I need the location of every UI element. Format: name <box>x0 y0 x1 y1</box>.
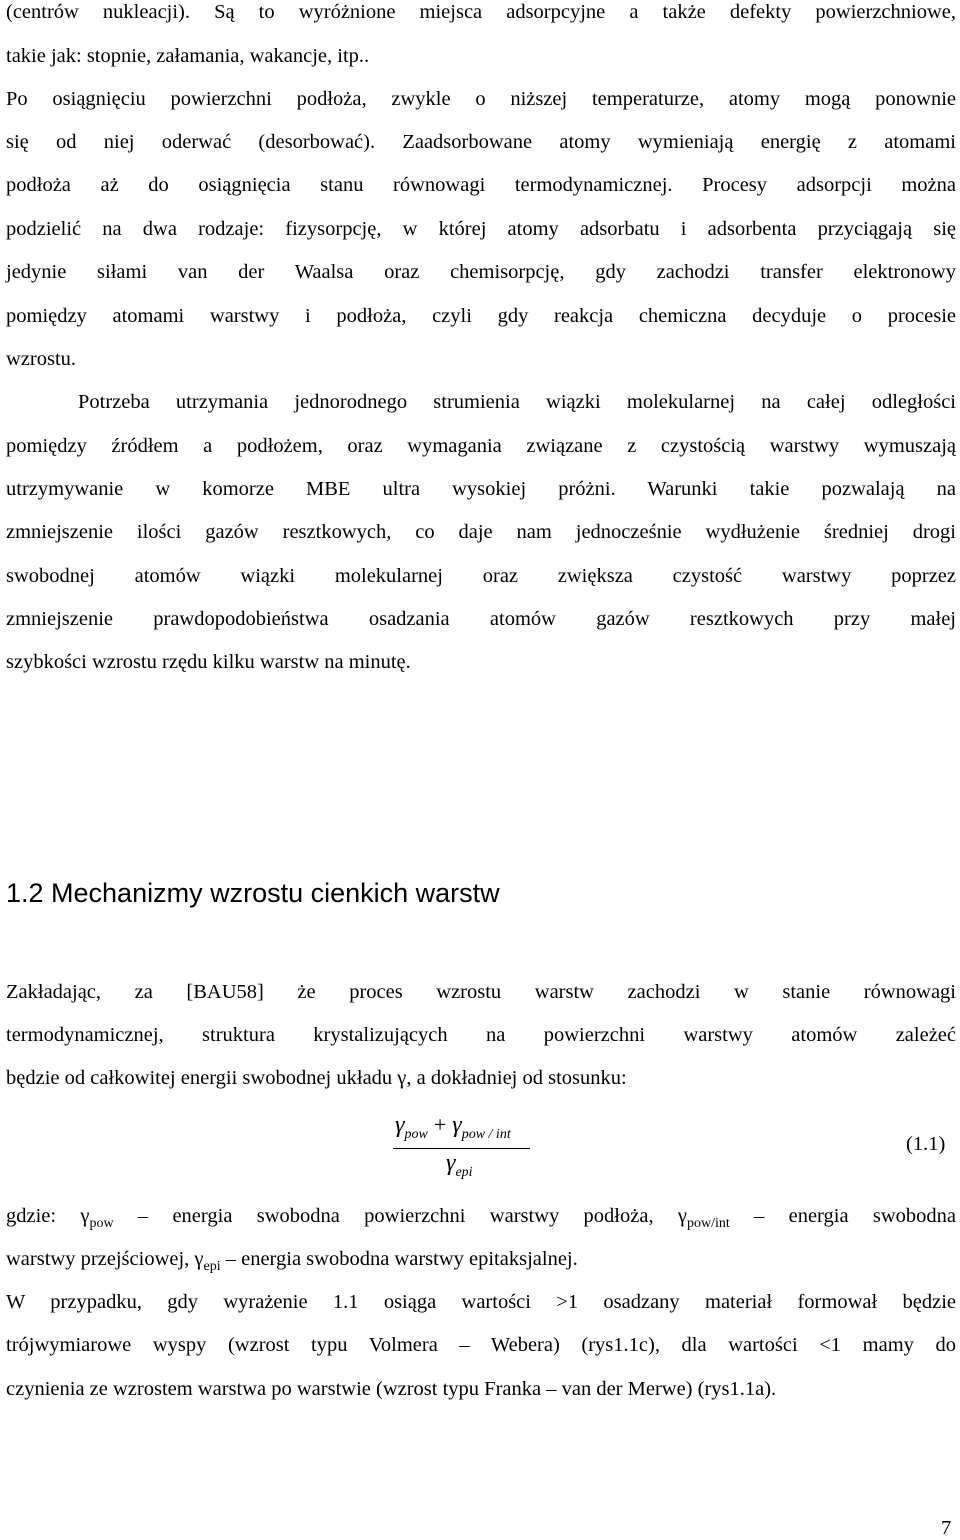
equation-number: (1.1) <box>906 1133 946 1155</box>
paragraph-3-line-5: swobodnej atomów wiązki molekularnej oraz zwiększa czystość warstwy poprzez <box>6 565 956 587</box>
definitions-text: warstwy przejściowej, γ <box>6 1248 204 1270</box>
plus-sign: + <box>433 1112 447 1137</box>
paragraph-5-line-3: czynienia ze wzrostem warstwa po warstwie (wzrost typu Franka – van der Merwe) (rys1.1a). <box>6 1378 777 1400</box>
equation-denominator <box>446 1150 473 1180</box>
paragraph-3-line-6: zmniejszenie prawdopodobieństwa osadzania atomów gazów resztkowych przy małej <box>6 608 956 630</box>
subscript-pow: pow <box>404 1127 428 1142</box>
fraction-bar <box>393 1148 530 1149</box>
section-heading: 1.2 Mechanizmy wzrostu cienkich warstw <box>6 878 500 908</box>
subscript: pow/int <box>686 1216 730 1231</box>
page-number: 7 <box>941 1517 952 1539</box>
paragraph-2-line-4: podzielić na dwa rodzaje: fizysorpcję, w której atomy adsorbatu i adsorbenta przyciągają się <box>6 218 956 240</box>
paragraph-3-line-7: szybkości wzrostu rzędu kilku warstw na minutę. <box>6 651 411 673</box>
subscript: pow <box>89 1216 114 1231</box>
paragraph-2-line-1: Po osiągnięciu powierzchni podłoża, zwykle o niższej temperaturze, atomy mogą ponownie <box>6 88 956 110</box>
equation-numerator <box>395 1112 511 1142</box>
paragraph-5-line-1: W przypadku, gdy wyrażenie 1.1 osiąga wartości >1 osadzany materiał formował będzie <box>6 1291 956 1313</box>
subscript-pow-int: pow / int <box>461 1127 511 1142</box>
paragraph-2-line-2: się od niej oderwać (desorbować). Zaadsorbowane atomy wymieniają energię z atomami <box>6 131 956 153</box>
paragraph-2-line-7: wzrostu. <box>6 348 77 370</box>
paragraph-3-line-3: utrzymywanie w komorze MBE ultra wysokiej próżni. Warunki takie pozwalają na <box>6 478 956 500</box>
paragraph-4-line-1: Zakładając, za [BAU58] że proces wzrostu warstw zachodzi w stanie równowagi <box>6 981 956 1003</box>
gamma-symbol: γ <box>452 1112 462 1138</box>
subscript: epi <box>203 1259 221 1274</box>
paragraph-1-line-1: (centrów nukleacji). Są to wyróżnione miejsca adsorpcyjne a także defekty powierzchniowe, <box>6 1 956 23</box>
paragraph-3-line-1: Potrzeba utrzymania jednorodnego strumienia wiązki molekularnej na całej odległości <box>78 391 956 413</box>
definitions-text: – energia swobodna <box>729 1205 956 1227</box>
paragraph-1-line-2: takie jak: stopnie, załamania, wakancje, itp.. <box>6 45 370 67</box>
definitions-text: – energia swobodna warstwy epitaksjalnej. <box>220 1248 578 1270</box>
paragraph-3-line-2: pomiędzy źródłem a podłożem, oraz wymagania związane z czystością warstwy wymuszają <box>6 435 956 457</box>
paragraph-2-line-5: jedynie siłami van der Waalsa oraz chemisorpcję, gdy zachodzi transfer elektronowy <box>6 261 956 283</box>
paragraph-4-line-3: będzie od całkowitej energii swobodnej układu γ, a dokładniej od stosunku: <box>6 1067 627 1089</box>
definitions-line-2 <box>6 1247 956 1274</box>
paragraph-2-line-3: podłoża aż do osiągnięcia stanu równowagi termodynamicznej. Procesy adsorpcji można <box>6 174 956 196</box>
paragraph-5-line-2: trójwymiarowe wyspy (wzrost typu Volmera – Webera) (rys1.1c), dla wartości <1 mamy do <box>6 1334 956 1356</box>
definitions-text: gdzie: γ <box>6 1205 90 1227</box>
definitions-line-1 <box>6 1204 956 1231</box>
paragraph-3-line-4: zmniejszenie ilości gazów resztkowych, co daje nam jednocześnie wydłużenie średniej drogi <box>6 521 956 543</box>
subscript-epi: epi <box>455 1165 473 1180</box>
paragraph-2-line-6: pomiędzy atomami warstwy i podłoża, czyli gdy reakcja chemiczna decyduje o procesie <box>6 305 956 327</box>
definitions-text: – energia swobodna powierzchni warstwy podłoża, γ <box>113 1205 687 1227</box>
gamma-symbol: γ <box>395 1112 405 1138</box>
gamma-symbol: γ <box>446 1150 456 1176</box>
paragraph-4-line-2: termodynamicznej, struktura krystalizujących na powierzchni warstwy atomów zależeć <box>6 1024 956 1046</box>
